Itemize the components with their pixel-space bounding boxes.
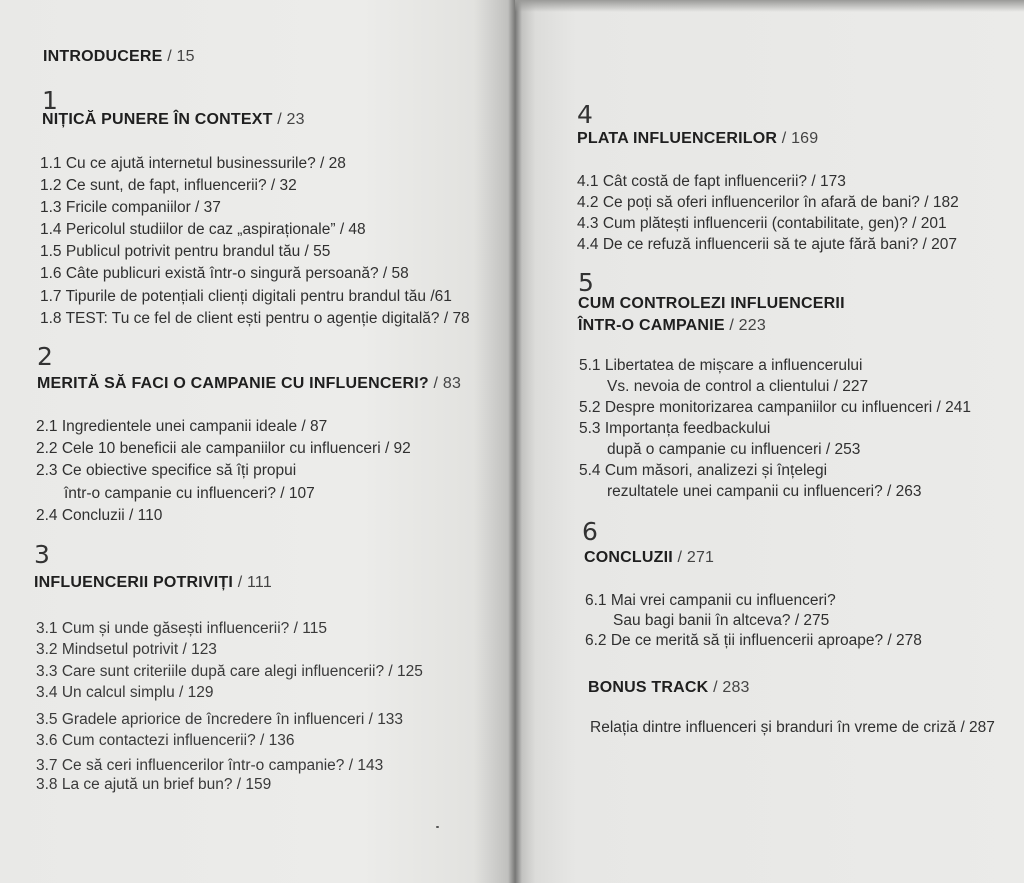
toc-entry-1-4: 1.4 Pericolul studiilor de caz „aspiraționale” / 48 (40, 221, 366, 238)
chapter-4-number: 4 (577, 100, 593, 129)
book-gutter (508, 0, 522, 883)
toc-entry-4-3: 4.3 Cum plătești influencerii (contabilitate, gen)? / 201 (577, 215, 947, 232)
chapter-3-number: 3 (34, 540, 50, 569)
chapter-1-heading (42, 111, 305, 129)
chapter-2-number: 2 (37, 342, 53, 371)
toc-entry-2-2: 2.2 Cele 10 beneficii ale campaniilor cu influenceri / 92 (36, 440, 411, 457)
toc-entry-6-1-cont: Sau bagi banii în altceva? / 275 (613, 612, 830, 629)
toc-entry-3-3: 3.3 Care sunt criteriile după care alegi influencerii? / 125 (36, 663, 423, 680)
page-top-shadow (515, 0, 1024, 12)
toc-entry-3-4: 3.4 Un calcul simplu / 129 (36, 684, 214, 701)
paper-speck (436, 826, 439, 828)
toc-entry-4-4: 4.4 De ce refuză influencerii să te ajute fără bani? / 207 (577, 236, 957, 253)
toc-entry-5-3-cont: după o campanie cu influenceri / 253 (607, 441, 861, 458)
chapter-5-title-line2: ÎNTR-O CAMPANIE (578, 317, 725, 334)
toc-entry-3-5: 3.5 Gradele apriorice de încredere în influenceri / 133 (36, 711, 404, 728)
toc-entry-4-2: 4.2 Ce poți să oferi influencerilor în afară de bani? / 182 (577, 194, 959, 211)
toc-entry-5-1: 5.1 Libertatea de mișcare a influencerului (579, 357, 863, 374)
toc-entry-5-1-cont: Vs. nevoia de control a clientului / 227 (607, 378, 869, 395)
toc-entry-1-5: 1.5 Publicul potrivit pentru brandul tău / 55 (40, 243, 331, 260)
toc-entry-1-8: 1.8 TEST: Tu ce fel de client ești pentru o agenție digitală? / 78 (40, 310, 470, 327)
toc-entry-3-8: 3.8 La ce ajută un brief bun? / 159 (36, 776, 272, 793)
toc-entry-5-3: 5.3 Importanța feedbackului (579, 420, 771, 437)
toc-entry-1-7: 1.7 Tipurile de potențiali clienți digitali pentru brandul tău /61 (40, 288, 452, 305)
toc-entry-5-4: 5.4 Cum măsori, analizezi și înțelegi (579, 462, 828, 479)
toc-entry-4-1: 4.1 Cât costă de fapt influencerii? / 173 (577, 173, 846, 190)
toc-entry-3-6: 3.6 Cum contactezi influencerii? / 136 (36, 732, 295, 749)
chapter-1-title: NIȚICĂ PUNERE ÎN CONTEXT (42, 111, 273, 128)
chapter-5-page: / 223 (724, 317, 766, 334)
chapter-4-title: PLATA INFLUENCERILOR (577, 130, 778, 147)
toc-entry-1-1: 1.1 Cu ce ajută internetul businessurile? / 28 (40, 155, 346, 172)
chapter-2-title: MERITĂ SĂ FACI O CAMPANIE CU INFLUENCERI? (37, 375, 429, 392)
toc-entry-2-3-cont: într-o campanie cu influenceri? / 107 (64, 485, 315, 502)
toc-entry-3-7: 3.7 Ce să ceri influencerilor într-o campanie? / 143 (36, 757, 384, 774)
chapter-3-page: / 111 (233, 574, 272, 591)
toc-entry-3-2: 3.2 Mindsetul potrivit / 123 (36, 641, 217, 658)
chapter-6-heading (584, 549, 714, 567)
chapter-1-page: / 23 (272, 111, 305, 128)
bonus-page: / 283 (708, 679, 750, 696)
intro-page: / 15 (162, 48, 195, 65)
toc-entry-6-2: 6.2 De ce merită să ții influencerii aproape? / 278 (585, 632, 922, 649)
chapter-3-heading (34, 574, 272, 592)
toc-entry-2-1: 2.1 Ingredientele unei campanii ideale / 87 (36, 418, 328, 435)
chapter-5-title-line1: CUM CONTROLEZI INFLUENCERII (578, 295, 845, 312)
intro-title: INTRODUCERE (43, 48, 163, 65)
chapter-2-heading (37, 375, 461, 393)
toc-entry-6-1: 6.1 Mai vrei campanii cu influenceri? (585, 592, 836, 609)
toc-entry-3-1: 3.1 Cum și unde găsești influencerii? / 115 (36, 620, 327, 637)
toc-entry-bonus: Relația dintre influenceri și branduri în vreme de criză / 287 (590, 719, 995, 736)
chapter-4-heading (577, 130, 818, 148)
chapter-5-heading-line2 (578, 317, 766, 335)
toc-entry-2-4: 2.4 Concluzii / 110 (36, 507, 163, 524)
toc-entry-1-2: 1.2 Ce sunt, de fapt, influencerii? / 32 (40, 177, 297, 194)
right-page (515, 0, 1024, 883)
bonus-title: BONUS TRACK (588, 679, 709, 696)
chapter-3-title: INFLUENCERII POTRIVIȚI (34, 574, 234, 591)
chapter-2-page: / 83 (428, 375, 462, 392)
toc-entry-5-2: 5.2 Despre monitorizarea campaniilor cu influenceri / 241 (579, 399, 972, 416)
chapter-6-title: CONCLUZII (584, 549, 673, 566)
chapter-4-page: / 169 (777, 130, 819, 147)
toc-entry-1-6: 1.6 Câte publicuri există într-o singură persoană? / 58 (40, 265, 409, 282)
chapter-5-number: 5 (578, 268, 594, 297)
intro-heading (43, 48, 195, 66)
toc-entry-1-3: 1.3 Fricile companiilor / 37 (40, 199, 221, 216)
toc-entry-2-3: 2.3 Ce obiective specifice să îți propui (36, 462, 297, 479)
chapter-1-number: 1 (42, 86, 58, 115)
chapter-6-number: 6 (582, 517, 598, 546)
toc-entry-5-4-cont: rezultatele unei campanii cu influenceri? / 263 (607, 483, 922, 500)
bonus-heading (588, 679, 750, 697)
chapter-6-page: / 271 (672, 549, 715, 566)
